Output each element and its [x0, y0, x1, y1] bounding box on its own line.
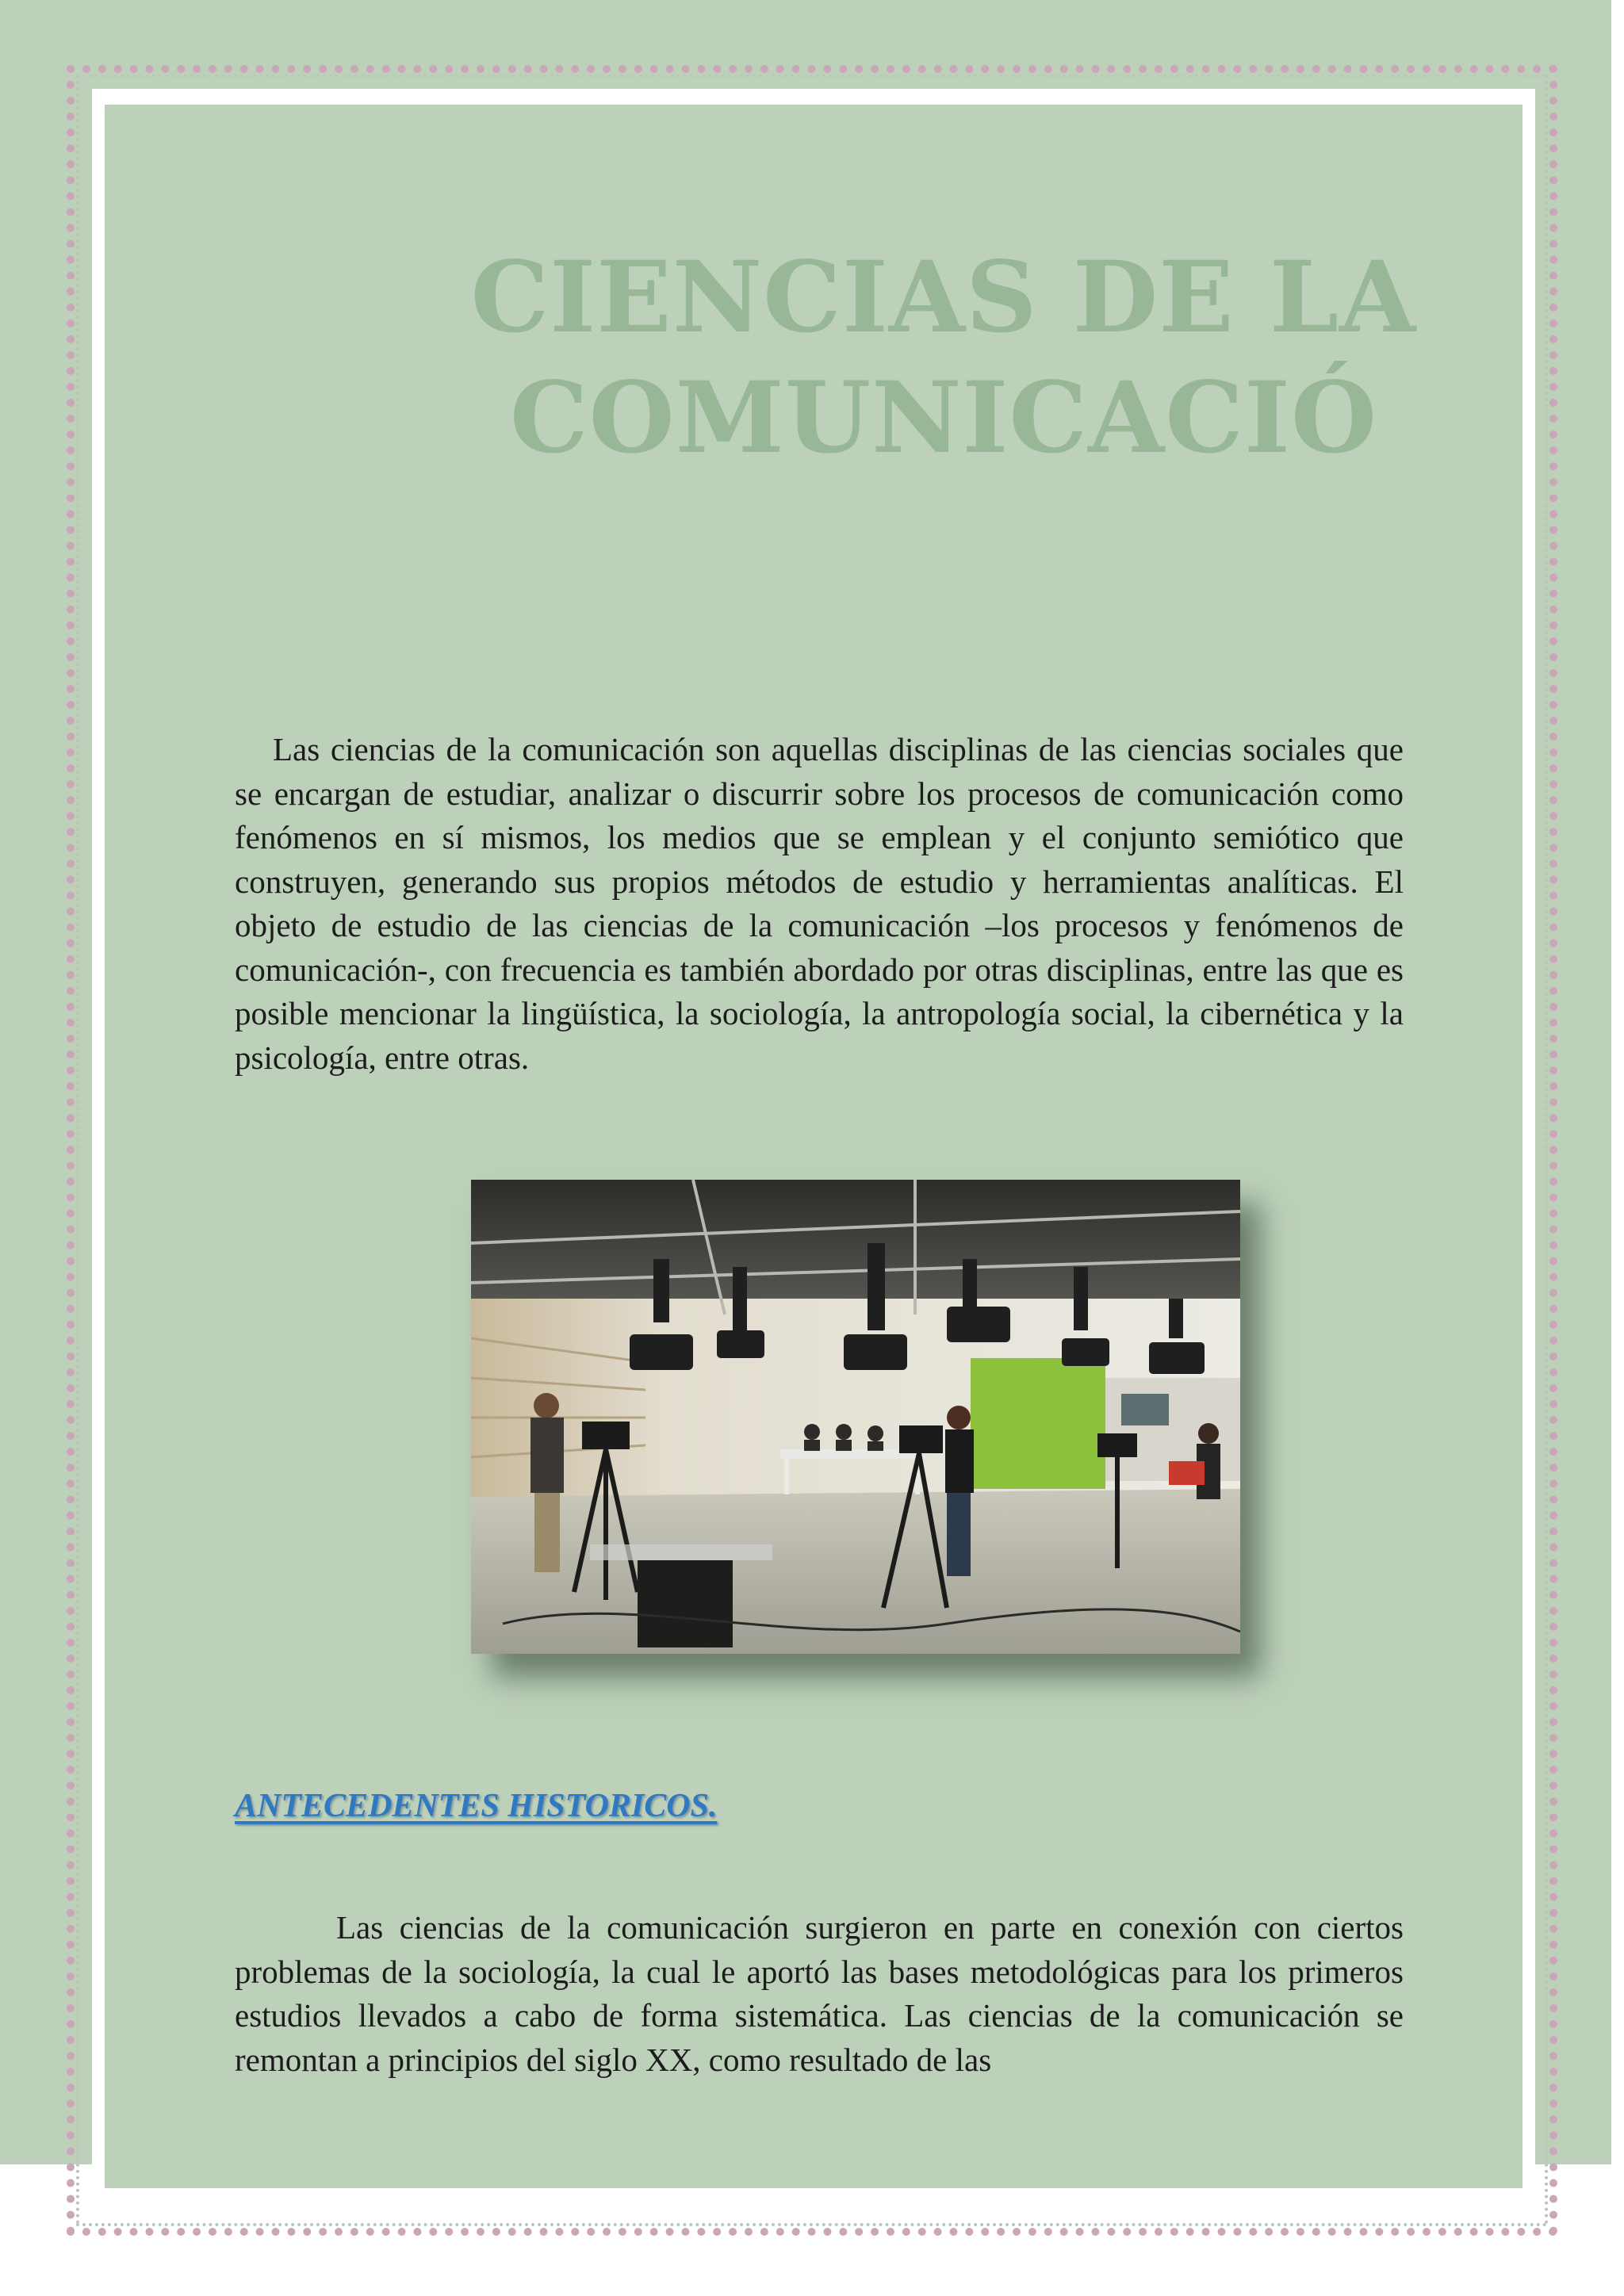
page-edge-right — [1611, 0, 1624, 2296]
intro-paragraph: Las ciencias de la comunicación son aquellas disciplinas de las ciencias sociales que se encargan de estudiar, analizar o discurrir sobre los procesos de comunicación como fenómenos en sí mismos, los medios que se emplean y el conjunto semiótico que construyen, generando sus propios métodos de estudio y herramientas analíticas. El objeto de estudio de las ciencias de la comunicación –los procesos y fenómenos de comunicación-, con frecuencia es también abordado por otras disciplinas, entre las que es posible mencionar la lingüística, la sociología, la antropología social, la cibernética y la psicología, entre otras. — [235, 731, 1404, 1076]
tv-studio-photo — [471, 1180, 1240, 1654]
document-title: CIENCIAS DE LA COMUNICACIÓ — [470, 240, 1417, 476]
history-paragraph: Las ciencias de la comunicación surgieron en parte en conexión con ciertos problemas de la sociología, la cual le aportó las bases metodológicas para los primeros estudios llevados a cabo de forma sistemática. Las ciencias de la comunicación se remontan a principios del siglo XX, como resultado de las — [235, 1909, 1404, 2078]
section-heading-antecedentes: ANTECEDENTES HISTORICOS. — [235, 1788, 718, 1824]
